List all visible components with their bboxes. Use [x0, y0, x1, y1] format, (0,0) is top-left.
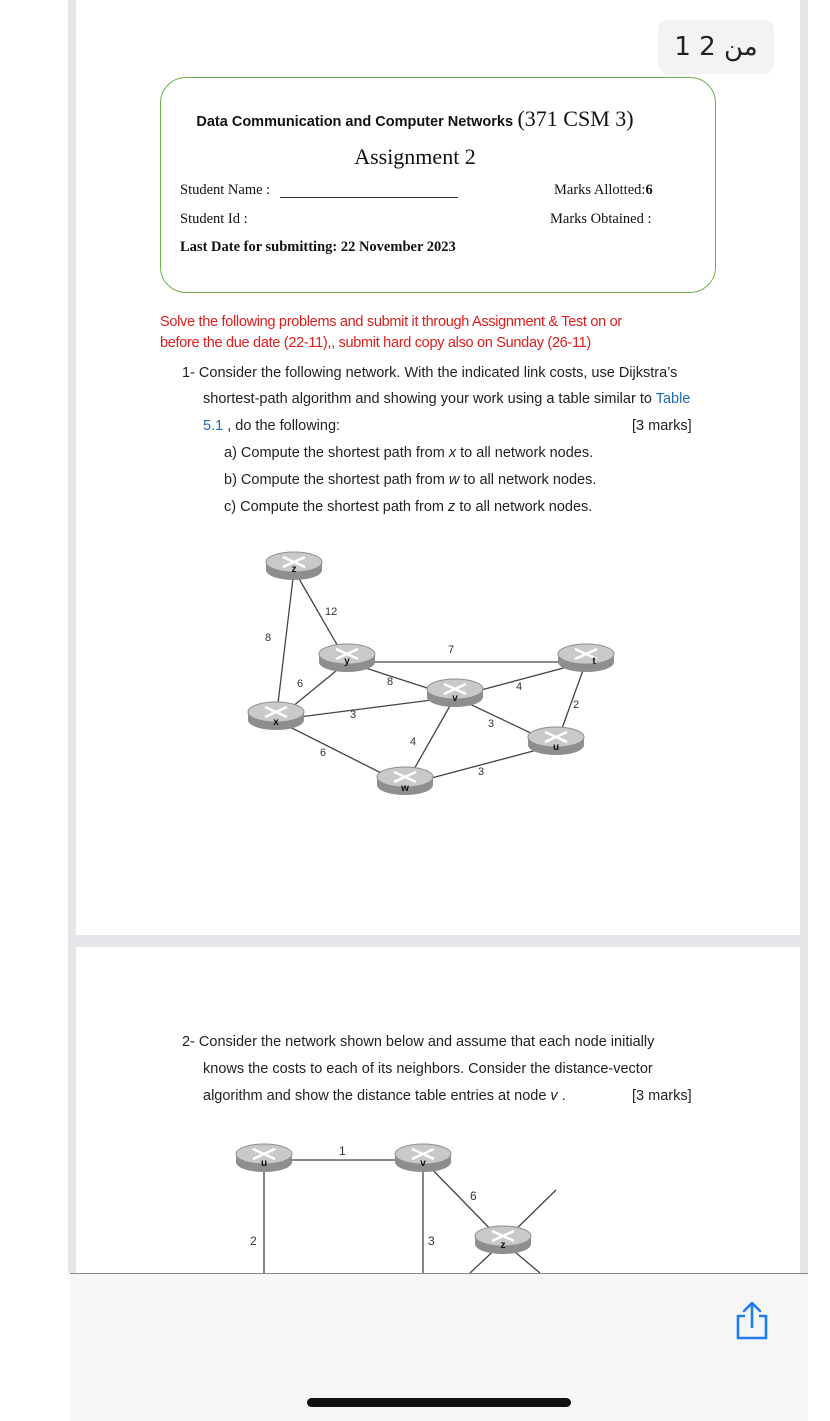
node-w-label: w — [401, 783, 409, 794]
part-b-suffix: to all network nodes. — [463, 472, 597, 488]
router-t-icon — [558, 644, 614, 672]
q1-routers — [248, 552, 614, 795]
cost-v-down: 3 — [428, 1234, 435, 1248]
link-z-x — [276, 570, 294, 720]
cost-x-v: 3 — [350, 709, 357, 721]
q1-line-3-text: , do the following: — [227, 418, 341, 434]
home-indicator[interactable] — [307, 1398, 571, 1407]
part-a-var: x — [448, 445, 457, 461]
node-u-label: u — [552, 742, 560, 753]
node-v-label: v — [452, 693, 458, 704]
marks-allotted-label: Marks Allotted: — [554, 182, 646, 198]
node-t-label: t — [592, 656, 596, 667]
q2-line-3-end: . — [561, 1088, 566, 1104]
part-c-var: z — [448, 499, 456, 515]
router-x-icon — [248, 702, 304, 730]
cost-y-v: 8 — [387, 676, 394, 688]
q2-node-var: v — [550, 1088, 558, 1104]
cost-z-y: 12 — [325, 606, 338, 618]
node-z-label: z — [291, 564, 297, 575]
cost-t-u: 2 — [573, 699, 580, 711]
cost-z-x: 8 — [265, 632, 272, 644]
marks-obtained-label: Marks Obtained : — [550, 211, 652, 227]
instructions-line-2: before the due date (22-11),, submit hard copy also on Sunday (26-11) — [160, 335, 591, 351]
router-y-icon — [319, 644, 375, 672]
deadline: Last Date for submitting: 22 November 2023 — [180, 239, 456, 255]
q1-line-1: 1- Consider the following network. With the indicated link costs, use Dijkstra’s — [182, 365, 678, 381]
router-v-icon — [427, 679, 483, 707]
cost-v-t: 4 — [516, 681, 523, 693]
node-y-label: y — [344, 656, 350, 667]
q1-cost-labels — [265, 606, 579, 778]
router-w-icon — [377, 767, 433, 795]
part-a-prefix: a) Compute the shortest path from — [224, 445, 445, 461]
node-u2-label: u — [260, 1158, 268, 1169]
router-z-icon — [266, 552, 322, 580]
router-u2-icon — [236, 1144, 292, 1172]
cost-u-v: 1 — [339, 1144, 346, 1158]
q2-marks: [3 marks] — [632, 1088, 692, 1104]
q2-line-3-text: algorithm and show the distance table entries at node — [203, 1088, 547, 1104]
page-indicator: 1 من 2 — [658, 20, 774, 74]
table-number-link[interactable]: 5.1 — [203, 418, 224, 434]
node-x-label: x — [273, 717, 279, 728]
part-c-suffix: to all network nodes. — [459, 499, 593, 515]
cost-v-u: 3 — [488, 718, 495, 730]
cost-v-w: 4 — [410, 736, 417, 748]
table-link[interactable]: Table — [655, 391, 691, 407]
course-code: (371 CSM 3) — [517, 106, 634, 131]
cost-y-t: 7 — [448, 644, 455, 656]
part-a-suffix: to all network nodes. — [460, 445, 594, 461]
assignment-title: Assignment 2 — [354, 144, 476, 169]
node-z2-label: z — [500, 1240, 506, 1251]
q2-line-3 — [203, 1088, 566, 1104]
student-id-label: Student Id : — [180, 211, 248, 227]
q2-line-2: knows the costs to each of its neighbors. Consider the distance-vector — [203, 1061, 653, 1077]
student-name-label: Student Name : — [180, 182, 271, 198]
q1-marks: [3 marks] — [632, 418, 692, 434]
router-v2-icon — [395, 1144, 451, 1172]
q1-line-2-text: shortest-path algorithm and showing your work using a table similar to — [203, 391, 652, 407]
cost-x-w: 6 — [320, 747, 327, 759]
instructions-line-1: Solve the following problems and submit it through Assignment & Test on or — [160, 314, 622, 330]
q2-line-1: 2- Consider the network shown below and assume that each node initially — [182, 1034, 655, 1050]
q2-links — [264, 1160, 556, 1273]
router-z2-icon — [475, 1226, 531, 1254]
node-v2-label: v — [420, 1158, 426, 1169]
part-b-var: w — [448, 472, 460, 488]
cost-v-z: 6 — [470, 1189, 477, 1203]
cost-y-x: 6 — [297, 678, 304, 690]
cost-u-down: 2 — [250, 1234, 257, 1248]
part-c-prefix: c) Compute the shortest path from — [224, 499, 445, 515]
course-title: Data Communication and Computer Networks — [196, 114, 514, 130]
cost-w-u: 3 — [478, 766, 485, 778]
part-b-prefix: b) Compute the shortest path from — [224, 472, 445, 488]
marks-allotted-value: 6 — [645, 182, 653, 198]
router-u-icon — [528, 727, 584, 755]
share-icon[interactable] — [732, 1300, 772, 1342]
